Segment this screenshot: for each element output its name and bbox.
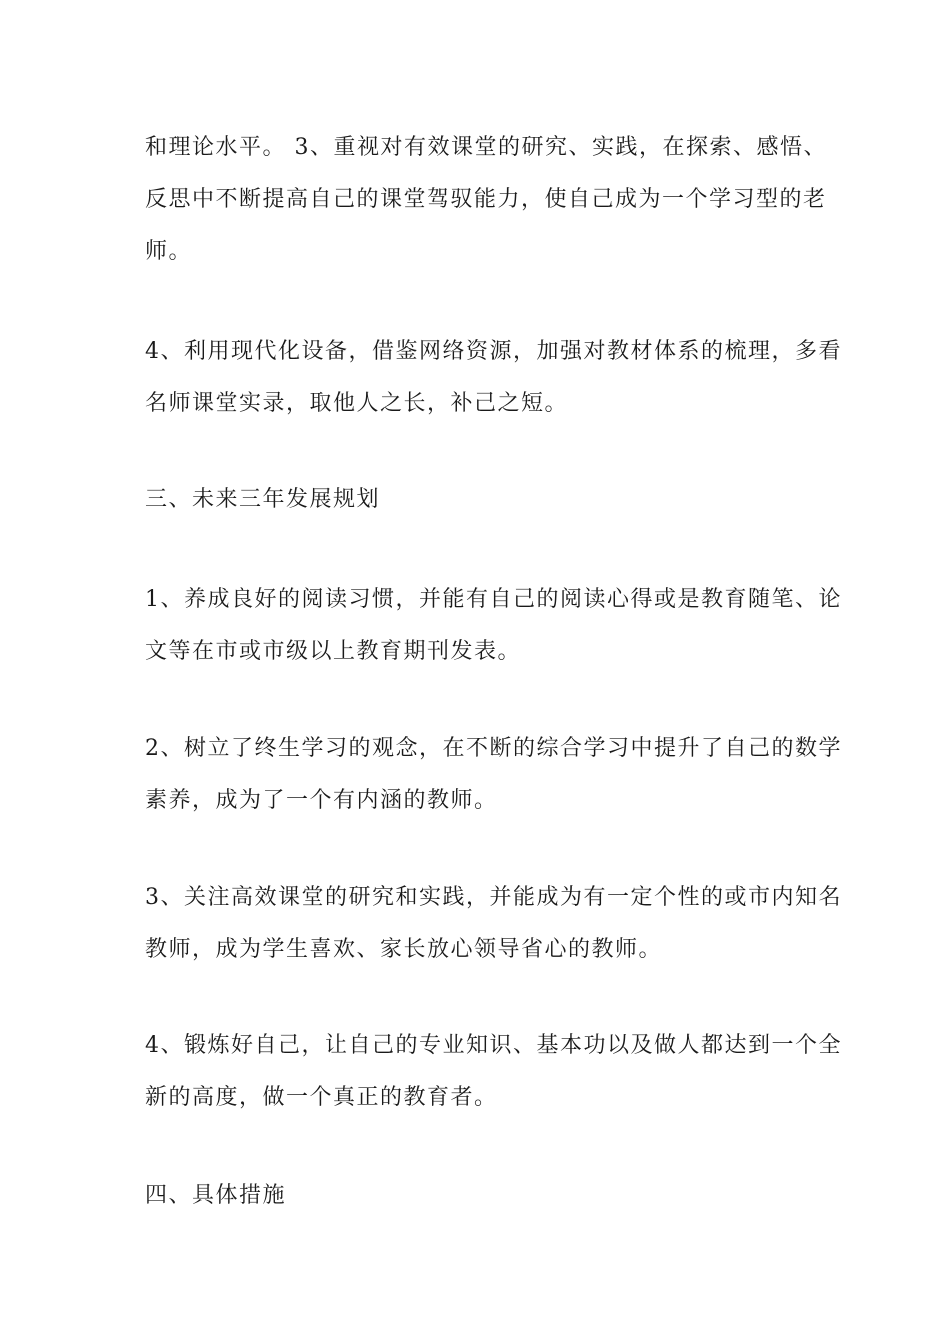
section-heading-specific-measures	[145, 1170, 810, 1222]
text-line: 1、养成良好的阅读习惯，并能有自己的阅读心得或是教育随笔、论	[145, 587, 842, 612]
text-line: 和理论水平。 3、重视对有效课堂的研究、实践，在探索、感悟、	[145, 135, 827, 160]
paragraph-plan-item-2	[145, 723, 842, 827]
paragraph-plan-item-1	[145, 574, 842, 678]
text-line: 新的高度，做一个真正的教育者。	[145, 1085, 498, 1110]
text-line: 名师课堂实录，取他人之长，补己之短。	[145, 391, 569, 416]
paragraph-plan-item-4	[145, 1020, 842, 1124]
text-line: 4、利用现代化设备，借鉴网络资源，加强对教材体系的梳理，多看	[145, 339, 842, 364]
text-line: 3、关注高效课堂的研究和实践，并能成为有一定个性的或市内知名	[145, 885, 842, 910]
text-line: 4、锻炼好自己，让自己的专业知识、基本功以及做人都达到一个全	[145, 1033, 842, 1058]
heading-text: 三、未来三年发展规划	[145, 487, 381, 512]
paragraph-study-summary	[145, 122, 827, 278]
text-line: 师。	[145, 239, 193, 264]
text-line: 素养，成为了一个有内涵的教师。	[145, 788, 498, 813]
text-line: 反思中不断提高自己的课堂驾驭能力，使自己成为一个学习型的老	[145, 187, 827, 212]
paragraph-item-4-resources	[145, 326, 842, 430]
heading-text: 四、具体措施	[145, 1183, 287, 1208]
text-line: 教师，成为学生喜欢、家长放心领导省心的教师。	[145, 937, 663, 962]
paragraph-plan-item-3	[145, 872, 842, 976]
text-line: 文等在市或市级以上教育期刊发表。	[145, 639, 522, 664]
text-line: 2、树立了终生学习的观念，在不断的综合学习中提升了自己的数学	[145, 736, 842, 761]
section-heading-three-year-plan	[145, 474, 810, 526]
